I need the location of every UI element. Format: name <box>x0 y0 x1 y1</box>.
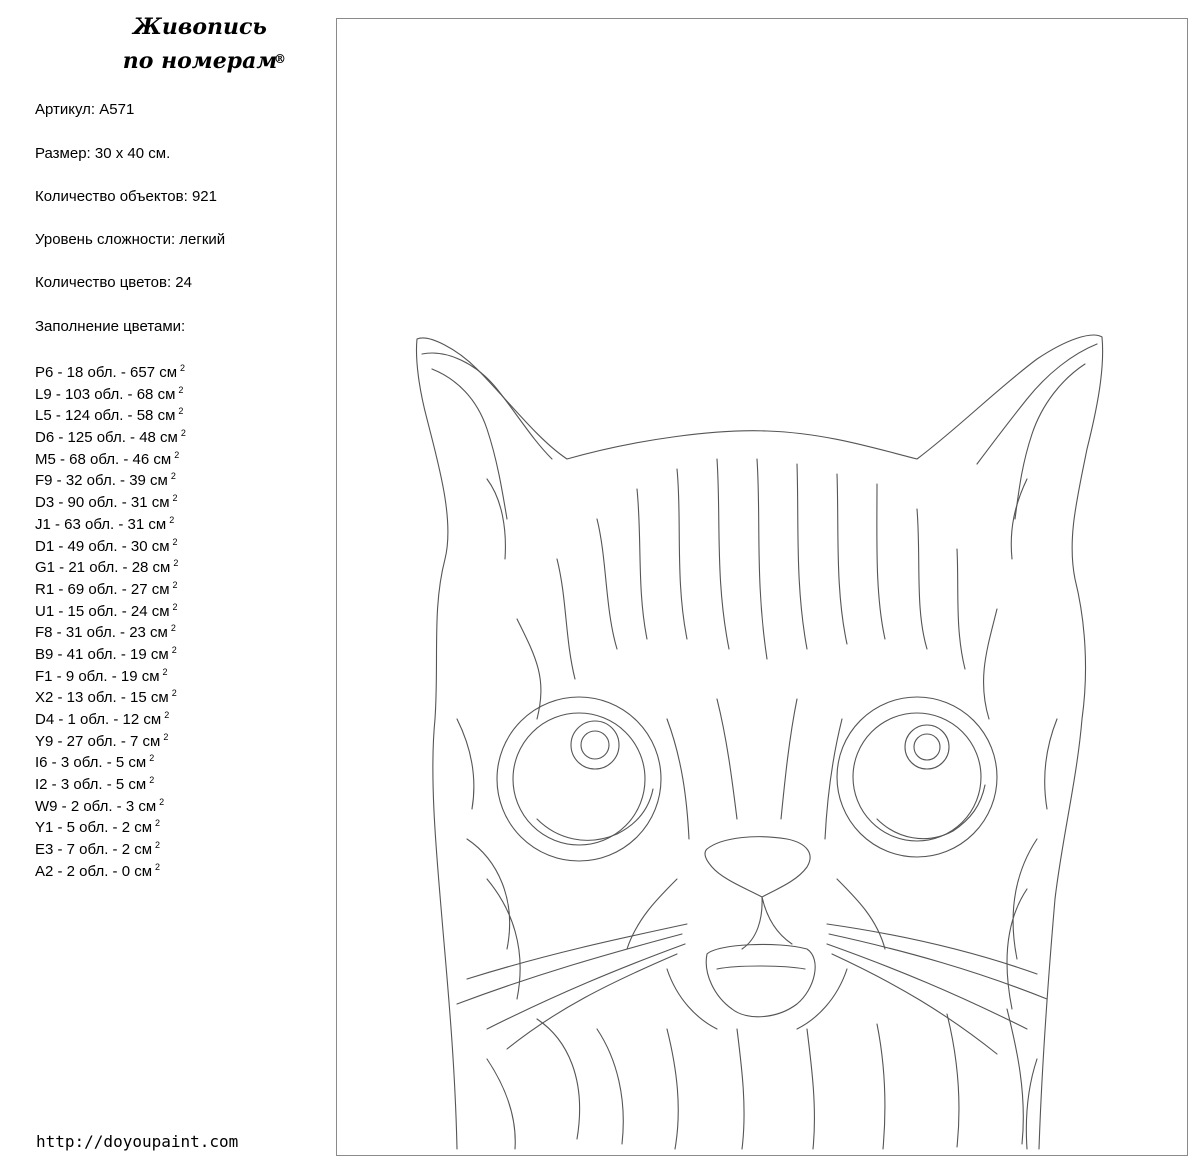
unit-exponent: 2 <box>149 753 155 764</box>
unit-exponent: 2 <box>163 731 169 742</box>
color-row-text: R1 - 69 обл. - 27 см <box>35 580 170 598</box>
color-row <box>35 553 186 575</box>
artwork-canvas <box>336 18 1188 1156</box>
color-row <box>35 510 186 532</box>
color-row <box>35 727 186 749</box>
spec-difficulty: Уровень сложности: легкий <box>35 231 226 248</box>
brand-line-2-text: по номерам <box>122 48 278 74</box>
registered-mark: ® <box>274 52 286 66</box>
color-row-text: I6 - 3 обл. - 5 см <box>35 754 147 772</box>
cat-mouth <box>706 944 815 1016</box>
color-row-text: A2 - 2 обл. - 0 см <box>35 862 153 880</box>
color-row-text: Y9 - 27 обл. - 7 см <box>35 732 161 750</box>
color-row <box>35 770 186 792</box>
color-row <box>35 423 186 445</box>
color-row <box>35 445 186 467</box>
unit-exponent: 2 <box>180 428 186 439</box>
unit-exponent: 2 <box>174 449 180 460</box>
color-row <box>35 466 186 488</box>
unit-exponent: 2 <box>162 666 168 677</box>
color-row-text: G1 - 21 обл. - 28 см <box>35 559 171 577</box>
color-row-text: D4 - 1 обл. - 12 см <box>35 711 162 728</box>
unit-exponent: 2 <box>180 363 186 373</box>
brand-logo <box>90 10 310 78</box>
color-row-text: E3 - 7 обл. - 2 см <box>35 841 153 859</box>
cat-whiskers-left <box>457 924 687 1049</box>
spec-color-count: Количество цветов: 24 <box>35 274 192 291</box>
unit-exponent: 2 <box>170 623 176 634</box>
color-row <box>35 401 186 423</box>
unit-exponent: 2 <box>149 775 155 786</box>
color-row <box>35 835 186 857</box>
website-link[interactable]: http://doyoupaint.com <box>36 1132 239 1151</box>
color-row <box>35 813 186 835</box>
color-row-text: I2 - 3 обл. - 5 см <box>35 776 147 794</box>
unit-exponent: 2 <box>171 644 177 655</box>
unit-exponent: 2 <box>155 818 161 829</box>
brand-line-1: Живопись <box>133 14 267 40</box>
unit-exponent: 2 <box>169 514 175 525</box>
color-row <box>35 597 186 619</box>
color-row-text: W9 - 2 обл. - 3 см <box>35 797 157 815</box>
color-row <box>35 358 186 380</box>
cat-left-eye <box>513 713 645 845</box>
color-row <box>35 857 186 879</box>
color-row <box>35 662 186 684</box>
spec-object-count: Количество объектов: 921 <box>35 188 217 205</box>
color-row <box>35 683 186 705</box>
unit-exponent: 2 <box>155 861 161 872</box>
unit-exponent: 2 <box>155 840 161 851</box>
unit-exponent: 2 <box>171 688 177 699</box>
color-row-text: X2 - 13 обл. - 15 см <box>35 689 169 707</box>
cat-nose <box>705 837 810 897</box>
unit-exponent: 2 <box>164 710 170 720</box>
spec-article: Артикул: A571 <box>35 101 135 118</box>
brand-line-2 <box>90 44 310 78</box>
unit-exponent: 2 <box>170 471 176 482</box>
color-row-text: Y1 - 5 обл. - 2 см <box>35 819 153 837</box>
color-row <box>35 532 186 554</box>
unit-exponent: 2 <box>172 536 178 547</box>
cat-right-eye <box>853 713 981 841</box>
color-row-text: F9 - 32 обл. - 39 см <box>35 472 168 490</box>
color-row-text: L9 - 103 обл. - 68 см <box>35 385 176 403</box>
color-row-text: U1 - 15 обл. - 24 см <box>35 602 170 620</box>
color-row-text: L5 - 124 обл. - 58 см <box>35 407 176 425</box>
unit-exponent: 2 <box>173 558 179 569</box>
color-row-text: D6 - 125 обл. - 48 см <box>35 429 178 447</box>
color-fill-list <box>35 358 186 879</box>
unit-exponent: 2 <box>159 796 165 807</box>
color-row-text: F8 - 31 обл. - 23 см <box>35 624 168 642</box>
color-row <box>35 575 186 597</box>
unit-exponent: 2 <box>172 601 178 612</box>
color-row <box>35 380 186 402</box>
color-row <box>35 792 186 814</box>
cat-right-ear <box>977 344 1097 464</box>
color-row-text: D1 - 49 обл. - 30 см <box>35 537 170 555</box>
color-row-text: F1 - 9 обл. - 19 см <box>35 667 160 685</box>
spec-fill-heading: Заполнение цветами: <box>35 318 186 335</box>
unit-exponent: 2 <box>172 579 178 590</box>
color-row <box>35 748 186 770</box>
color-row-text: D3 - 90 обл. - 31 см <box>35 494 170 512</box>
color-row-text: J1 - 63 обл. - 31 см <box>35 515 167 533</box>
unit-exponent: 2 <box>172 493 178 504</box>
cat-head-outline <box>416 335 1102 1149</box>
color-row <box>35 488 186 510</box>
cat-left-ear <box>422 353 552 459</box>
color-row-text: M5 - 68 обл. - 46 см <box>35 450 172 468</box>
spec-size: Размер: 30 x 40 см. <box>35 145 171 162</box>
color-row-text: B9 - 41 обл. - 19 см <box>35 645 169 663</box>
color-row <box>35 640 186 662</box>
color-row <box>35 618 186 640</box>
cat-outline-drawing <box>337 19 1187 1155</box>
color-row-text: P6 - 18 обл. - 657 см <box>35 364 178 381</box>
color-row <box>35 705 186 727</box>
unit-exponent: 2 <box>178 384 184 395</box>
unit-exponent: 2 <box>178 406 184 417</box>
